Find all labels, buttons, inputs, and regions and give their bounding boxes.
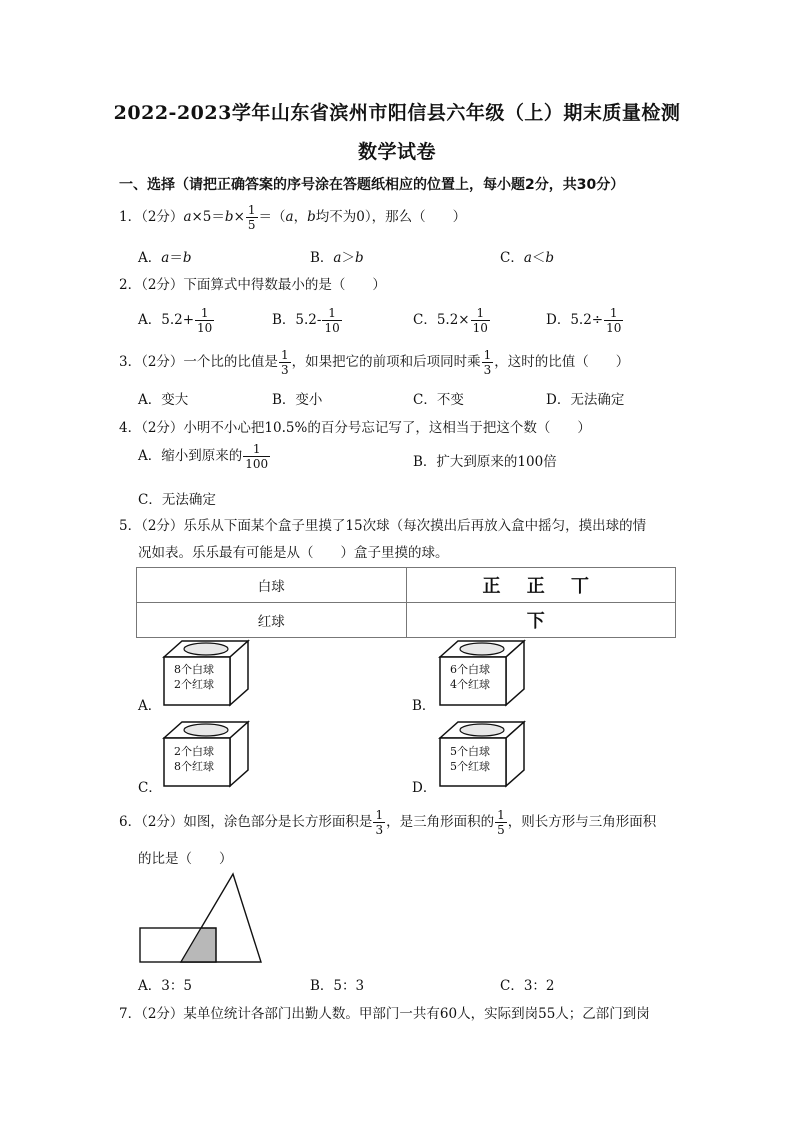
q1-eq: ＝（ [258,209,286,225]
box-c-label: 2个白球 8个红球 [174,745,214,773]
q1-var-a: a [183,209,192,225]
rectangle-triangle-figure [138,872,263,964]
q3-option-c[interactable]: C．不变 [413,392,464,408]
q3-option-b[interactable]: B．变小 [272,392,323,408]
q5-option-c[interactable]: C． [138,780,162,796]
box-b-label: 6个白球 4个红球 [450,663,490,691]
q4-option-b[interactable]: B．扩大到原来的100倍 [413,454,557,470]
q5-option-b[interactable]: B． [412,698,436,714]
section-heading: 一、选择（请把正确答案的序号涂在答题纸相应的位置上，每小题2分，共30分） [119,177,625,193]
q1-prefix: 1．（2分） [119,209,184,225]
q2-option-b[interactable]: B．5.2- $\frac{1}{10}$ [272,306,340,335]
q2-option-c[interactable]: C．5.2× $\frac{1}{10}$ [413,306,488,335]
q3-option-a[interactable]: A．变大 [138,392,189,408]
question-4: 4．（2分）小明不小心把10.5%的百分号忘记写了，这相当于把这个数（ ） [119,420,591,436]
q1-fraction: $\frac{1}{5}$ [247,203,256,232]
question-3: 3．（2分）一个比的比值是 $\frac{1}{3}$ ，如果把它的前项和后项同时乘 $\frac{1}{3}$ ，这时的比值（ ） [119,348,630,377]
exam-title-line1: 2022-2023学年山东省滨州市阳信县六年级（上）期末质量检测 [113,102,681,124]
table-cell-tally: 下 [406,603,676,638]
exam-title-line2: 数学试卷 [357,141,436,163]
q6-option-b[interactable]: B．5：3 [310,978,365,994]
q4-option-c[interactable]: C．无法确定 [138,492,216,508]
table-row [137,568,676,603]
q1-option-b[interactable]: B．a＞b [310,250,364,266]
q3-option-d[interactable]: D．无法确定 [546,392,625,408]
q1-var-b: b [224,209,234,225]
table-row [137,603,676,638]
table-cell-label: 白球 [137,568,407,603]
q1-var-b2: b [307,209,316,225]
q1-times5: ×5＝ [191,209,225,225]
q1-tail: 均不为0），那么（ ） [315,209,467,225]
question-1: 1．（2分）a×5＝b× $\frac{1}{5}$ ＝（a，b均不为0），那么（ ） [119,203,467,232]
q2-option-d[interactable]: D．5.2÷ $\frac{1}{10}$ [546,306,622,335]
table-cell-label: 红球 [137,603,407,638]
question-6-line1: 6．（2分）如图，涂色部分是长方形面积是 $\frac{1}{3}$ ，是三角形面积的 $\frac{1}{5}$ ，则长方形与三角形面积 [119,808,657,837]
table-cell-tally: 正 正 丅 [406,568,676,603]
q6-option-a[interactable]: A．3：5 [138,978,192,994]
question-5-line2: 况如表。乐乐最有可能是从（ ）盒子里摸的球。 [138,545,449,561]
question-6-line2: 的比是（ ） [138,851,233,867]
question-7: 7．（2分）某单位统计各部门出勤人数。甲部门一共有60人，实际到岗55人；乙部门到岗 [119,1006,650,1022]
q4-option-a[interactable]: A．缩小到原来的 $\frac{1}{100}$ [138,442,269,471]
q1-option-a[interactable]: A．a＝b [138,250,192,266]
q2-option-a[interactable]: A．5.2+ $\frac{1}{10}$ [138,306,213,335]
tally-table [136,567,676,638]
q5-option-a[interactable]: A． [138,698,162,714]
q1-var-a2: a [285,209,294,225]
question-2: 2．（2分）下面算式中得数最小的是（ ） [119,277,386,293]
q1-times: × [233,209,245,225]
box-d-label: 5个白球 5个红球 [450,745,490,773]
question-5-line1: 5．（2分）乐乐从下面某个盒子里摸了15次球（每次摸出后再放入盒中摇匀，摸出球的情 [119,518,647,534]
q1-option-c[interactable]: C．a＜b [500,250,555,266]
q5-option-d[interactable]: D． [412,780,437,796]
box-a-label: 8个白球 2个红球 [174,663,214,691]
q6-option-c[interactable]: C．3：2 [500,978,555,994]
